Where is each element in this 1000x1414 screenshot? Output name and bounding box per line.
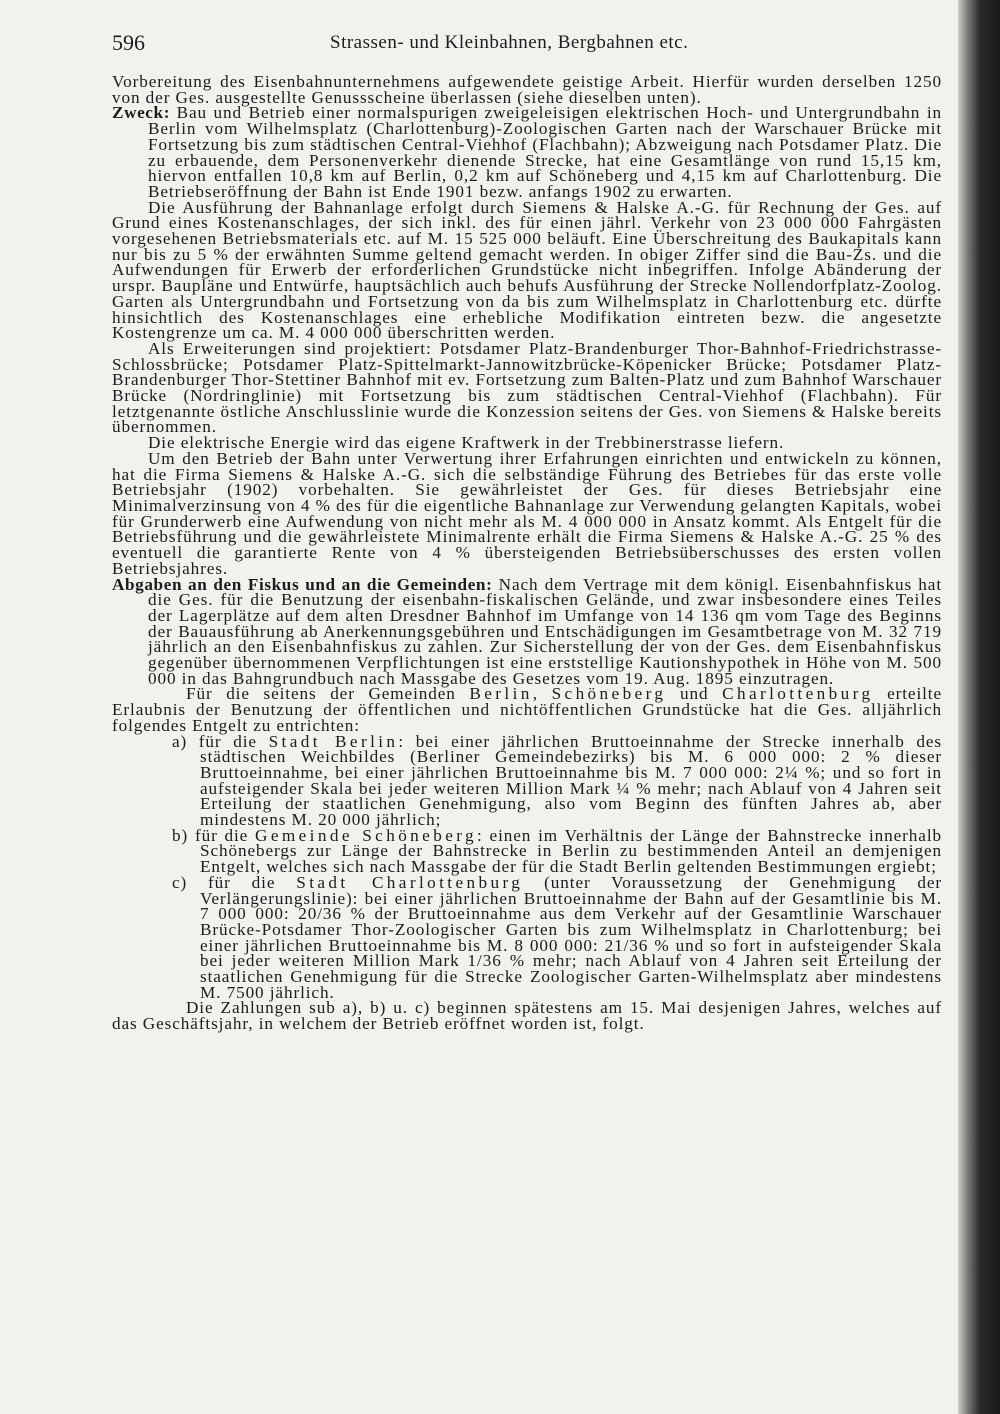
item-b-label: b) für die	[172, 825, 256, 845]
list-item-c	[112, 872, 943, 1002]
paragraph-gemeinden	[112, 686, 942, 733]
item-b-text: : einen im Verhältnis der Länge der Bahnstrecke innerhalb Schönebergs zur Länge der Bahnstrecke in Berlin zu bestimmenden Anteil an demjenigen Entgelt, welches sich nach Massgabe der für die Stadt Berlin geltenden Bestimmungen ergiebt;	[200, 825, 942, 877]
paragraph-zahlungen: Die Zahlungen sub a), b) u. c) beginnen spätestens am 15. Mai desjenigen Jahres, welches auf das Geschäftsjahr, in welchem der Betrieb eröffnet worden ist, folgt.	[112, 998, 942, 1034]
page-number: 596	[112, 30, 145, 55]
gemeinden-separator: ,	[532, 684, 552, 704]
item-a-text: : bei einer jährlichen Bruttoeinnahme der Strecke innerhalb des städtischen Weichbildes (Berliner Gemeindebezirks) bis M. 6 000 000: 2 % dieser Bruttoeinnahme, bei einer jährlichen Bruttoeinnahme bis M. 7 000 000: 2¼ %; und so fort in aufsteigender Skala bei jeder weiteren Million Mark ¼ % mehr; nach Ablauf von 4 Jahren seit Erteilung der staatlichen Genehmigung, also vom Beginn des fünften Jahres ab, aber mindestens M. 20 000 jährlich;	[200, 731, 943, 830]
list-item-a	[112, 731, 943, 830]
item-b-spaced: Gemeinde Schöneberg	[255, 825, 478, 845]
body-text	[112, 74, 942, 1032]
paragraph-abgaben	[112, 574, 942, 688]
gemeinden-text-start: Für die seitens der Gemeinden	[186, 684, 470, 704]
item-c-text: (unter Voraussetzung der Genehmigung der Verlängerungslinie): bei einer jährlichen Bruttoeinnahme der Bahn auf der Gesamtlinie bis M. 7 000 000: 20/36 % der Bruttoeinnahme aus dem Verkehr auf der Gesamtlinie Warschauer Brücke-Potsdamer Thor-Zoologischer Garten bis zum Wilhelmsplatz in Charlottenburg; bei einer jährlichen Bruttoeinnahme bis M. 8 000 000: 21/36 % und so fort in aufsteigender Skala bei jeder weiteren Million Mark 1/36 % mehr; nach Ablauf von 4 Jahren seit Erteilung der staatlichen Genehmigung für die Strecke Zoologischer Garten-Wilhelmsplatz aber mindestens M. 7500 jährlich.	[200, 872, 943, 1002]
page-edge-shadow	[958, 0, 1000, 1414]
paragraph-ausfuehrung: Die Ausführung der Bahnanlage erfolgt durch Siemens & Halske A.-G. für Rechnung der Ges. auf Grund eines Kostenanschlages, der sich inkl. des für einen jährl. Verkehr von 23 000 000 Fahrgästen vorgesehenen Betriebsmaterials etc. auf M. 15 525 000 beläuft. Eine Überschreitung des Baukapitals kann nur bis zu 5 % der erwähnten Summe geltend gemacht werden. In obiger Ziffer sind die Bau-Zs. und die Aufwendungen für Erwerb der erforderlichen Grundstücke nicht inbegriffen. Infolge Abänderung der urspr. Baupläne und Entwürfe, hauptsächlich auch behufs Ausführung der Strecke Nollendorfplatz-Zoolog. Garten als Untergrundbahn und Fortsetzung von da bis zum Wilhelmsplatz in Charlottenburg etc. dürfte hinsichtlich des Kostenanschlages eine erhebliche Modifikation eintreten bezw. die angesetzte Kostengrenze um ca. M. 4 000 000 überschritten werden.	[112, 197, 942, 343]
item-a-label: a) für die	[172, 731, 269, 751]
paragraph-erweiterungen: Als Erweiterungen sind projektiert: Potsdamer Platz-Brandenburger Thor-Bahnhof-Friedrichstrasse-Schlossbrücke; Potsdamer Platz-Spittelmarkt-Jannowitzbrücke-Köpenicker Brücke; Potsdamer Platz-Brandenburger Thor-Stettiner Bahnhof mit ev. Fortsetzung zum Balten-Platz und zum Bahnhof Warschauer Brücke (Nordringlinie) mit Fortsetzung bis zum städtischen Central-Viehhof (Flachbahn). Für letztgenannte östliche Anschlusslinie wurde die Konzession seitens der Ges. von Siemens & Halske bereits übernommen.	[112, 338, 942, 437]
abgaben-text: Nach dem Vertrage mit dem königl. Eisenbahnfiskus hat die Ges. für die Benutzung der eisenbahn-fiskalischen Gelände, und zwar insbesondere eines Teiles der Lagerplätze auf dem alten Dresdner Bahnhof im Umfange von 14 136 qm vom Tage des Beginns der Bauausführung ab Anerkennungsgebühren und Entschädigungen im Gesamtbetrage von M. 32 719 jährlich an den Eisenbahnfiskus zu zahlen. Zur Sicherstellung der von der Ges. dem Eisenbahnfiskus gegenüber übernommenen Verpflichtungen ist eine erststellige Kautionshypothek in Höhe von M. 500 000 in das Bahngrundbuch nach Massgabe des Gesetzes vom 19. Aug. 1895 einzutragen.	[148, 574, 942, 688]
running-title: Strassen- und Kleinbahnen, Bergbahnen etc.	[330, 32, 689, 53]
item-a-spaced: Stadt Berlin	[268, 731, 399, 751]
list-item-b	[112, 825, 942, 877]
page-header	[112, 30, 942, 60]
item-c-spaced: Stadt Charlottenburg	[296, 872, 524, 892]
gemeinde-charlottenburg: Charlottenburg	[722, 684, 874, 704]
paragraph-energie: Die elektrische Energie wird das eigene Kraftwerk in der Trebbinerstrasse liefern.	[148, 433, 785, 453]
gemeinden-text-end: erteilte Erlaubnis der Benutzung der öffentlichen und nichtöffentlichen Grundstücke hat die Ges. alljährlich folgendes Entgelt zu entrichten:	[112, 684, 943, 735]
heading-abgaben: Abgaben an den Fiskus und an die Gemeinden:	[112, 574, 493, 594]
paragraph-betrieb: Um den Betrieb der Bahn unter Verwertung ihrer Erfahrungen einrichten und entwickeln zu können, hat die Firma Siemens & Halske A.-G. sich die selbständige Führung des Betriebes für das erste volle Betriebsjahr (1902) vorbehalten. Sie gewährleistet der Ges. für dieses Betriebsjahr eine Minimalverzinsung von 4 % des für die eigentliche Bahnanlage zur Verwendung gelangten Kapitals, wobei für Grunderwerb eine Aufwendung von nicht mehr als M. 4 000 000 in Ansatz kommt. Als Entgelt für die Betriebsführung und die gewährleistete Minimalrente erhält die Firma Siemens & Halske A.-G. 25 % des eventuell die garantierte Rente von 4 % übersteigenden Betriebsüberschusses des ersten vollen Betriebsjahres.	[112, 448, 942, 578]
zweck-text: Bau und Betrieb einer normalspurigen zweigeleisigen elektrischen Hoch- und Untergrundbahn in Berlin vom Wilhelmsplatz (Charlottenburg)-Zoologischen Garten nach der Warschauer Brücke mit Fortsetzung bis zum städtischen Central-Viehhof (Flachbahn); Abzweigung nach Potsdamer Platz. Die zu erbauende, dem Personenverkehr dienende Strecke, hat eine Gesamtlänge von rund 15,15 km, hiervon entfallen 10,8 km auf Berlin, 0,2 km auf Schöneberg und 4,15 km auf Charlottenburg. Die Betriebseröffnung der Bahn ist Ende 1901 bezw. anfangs 1902 zu erwarten.	[148, 103, 942, 201]
heading-zweck: Zweck:	[112, 103, 171, 123]
gemeinden-und: und	[666, 684, 723, 704]
gemeinde-berlin: Berlin	[469, 684, 533, 704]
paragraph-intro: Vorbereitung des Eisenbahnunternehmens aufgewendete geistige Arbeit. Hierfür wurden derselben 1250 von der Ges. ausgestellte Genussscheine überlassen (siehe dieselben unten).	[112, 72, 942, 107]
item-c-label: c) für die	[172, 872, 297, 892]
paragraph-zweck	[112, 105, 942, 199]
gemeinde-schoeneberg: Schöneberg	[551, 684, 667, 704]
